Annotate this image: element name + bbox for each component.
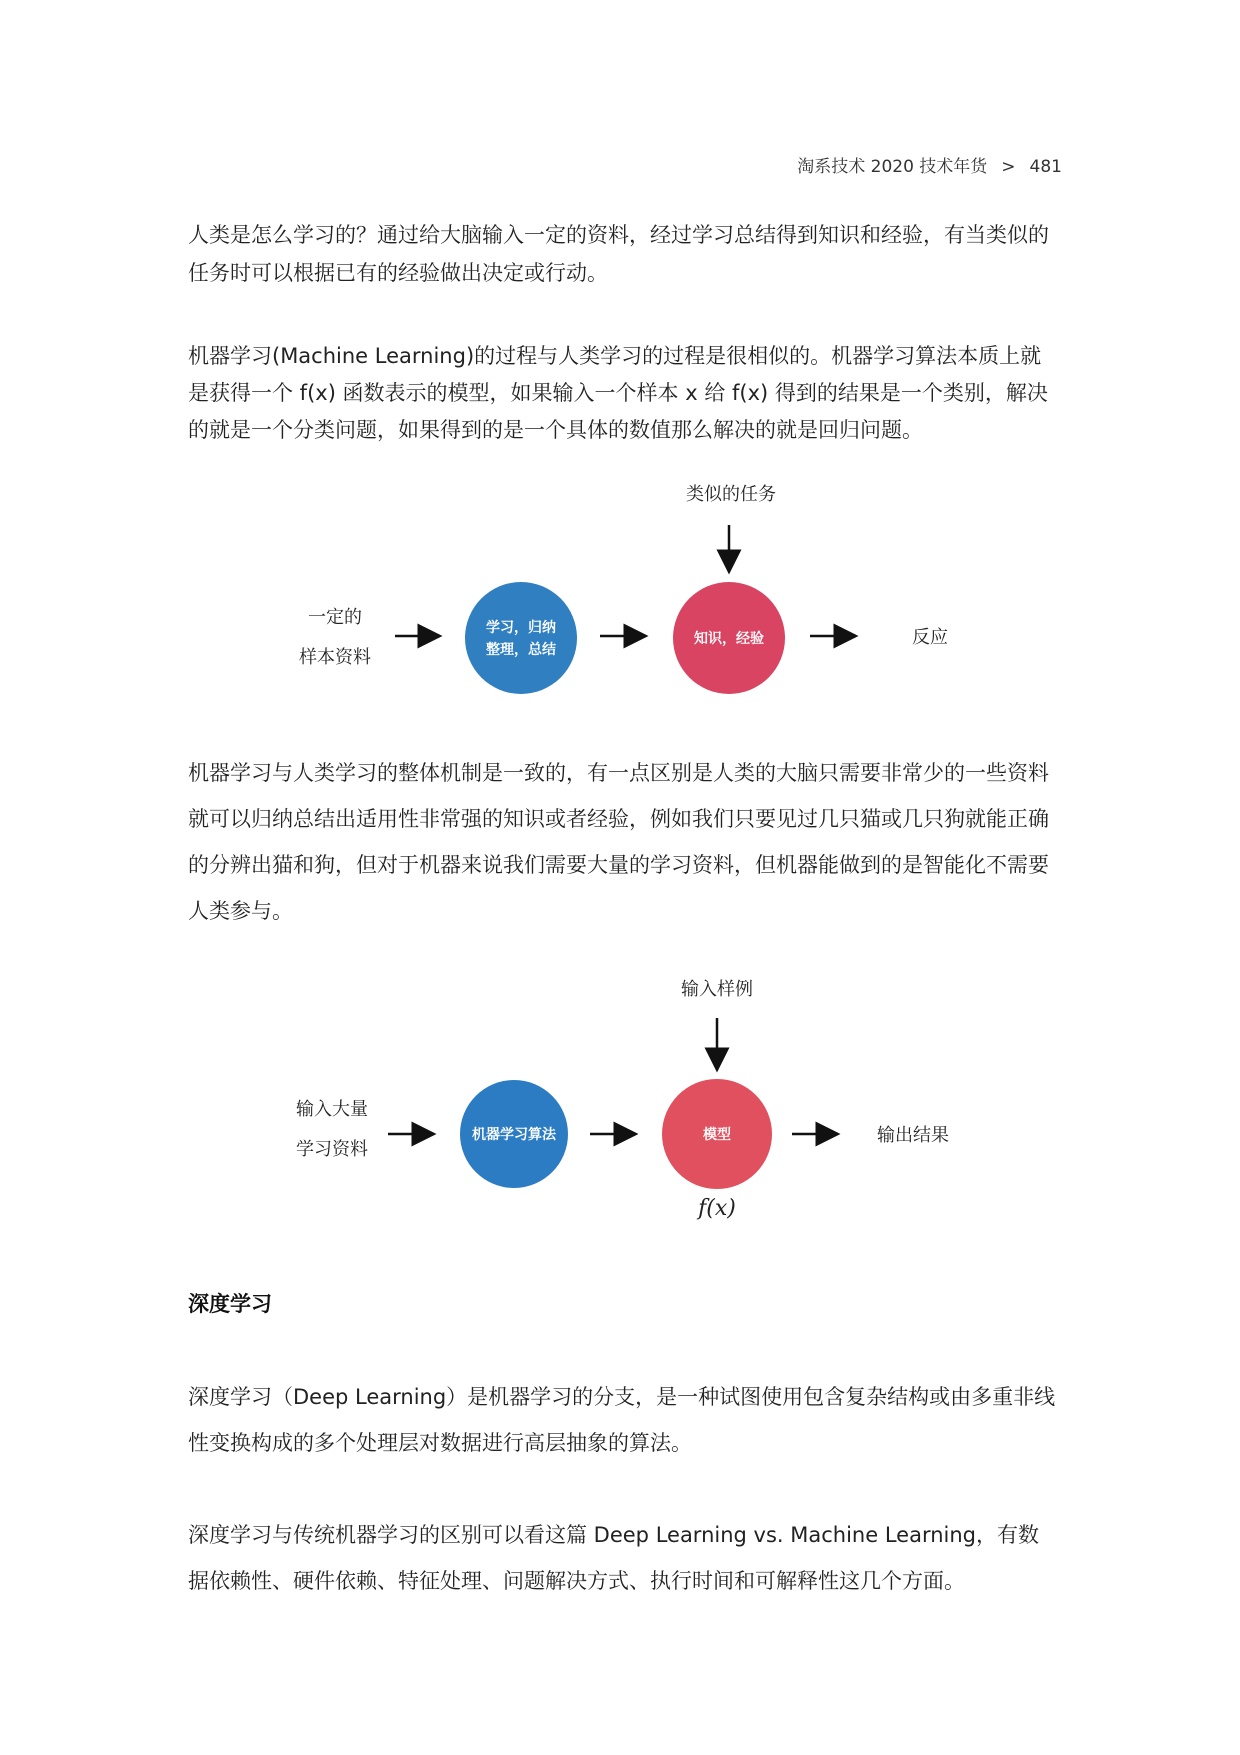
diagram2-output-label: 输出结果 — [877, 1125, 949, 1146]
diagram1-learning-label-line2: 整理，总结 — [486, 642, 556, 658]
page-number: 481 — [1029, 157, 1062, 177]
diagram1-input-label-line2: 样本资料 — [299, 647, 371, 668]
header-separator: > — [1001, 157, 1016, 177]
paragraph-machine-learning: 机器学习(Machine Learning)的过程与人类学习的过程是很相似的。机器学习算法本质上就是获得一个 f(x) 函数表示的模型，如果输入一个样本 x 给 f(x) 得到的结果是一个类别，解决的就是一个分类问题，如果得到的是一个具体的数值那么解决的就是回归问题。 — [188, 344, 1048, 442]
diagram2-algorithm-label: 机器学习算法 — [472, 1127, 556, 1143]
diagram2-input-label-line1: 输入大量 — [296, 1099, 368, 1120]
paragraph-deep-learning-definition: 深度学习（Deep Learning）是机器学习的分支，是一种试图使用包含复杂结构或由多重非线性变换构成的多个处理层对数据进行高层抽象的算法。 — [188, 1385, 1056, 1455]
page-header — [797, 152, 1062, 177]
diagram2-model-label: 模型 — [703, 1127, 731, 1143]
diagram1-output-label: 反应 — [912, 627, 948, 648]
diagram2-formula: f(x) — [698, 1196, 736, 1221]
machine-learning-diagram — [280, 970, 960, 1235]
paragraph-human-learning: 人类是怎么学习的？通过给大脑输入一定的资料，经过学习总结得到知识和经验，有当类似的任务时可以根据已有的经验做出决定或行动。 — [188, 223, 1049, 285]
diagram1-knowledge-label: 知识，经验 — [694, 631, 764, 647]
header-title: 淘系技术 2020 技术年货 — [797, 157, 988, 177]
diagram1-learning-label-line1: 学习，归纳 — [486, 620, 556, 636]
human-learning-diagram — [280, 480, 960, 700]
diagram1-task-label: 类似的任务 — [686, 484, 776, 505]
section-heading-deep-learning: 深度学习 — [188, 1292, 272, 1316]
paragraph-comparison: 机器学习与人类学习的整体机制是一致的，有一点区别是人类的大脑只需要非常少的一些资料就可以归纳总结出适用性非常强的知识或者经验，例如我们只要见过几只猫或几只狗就能正确的分辨出猫和狗，但对于机器来说我们需要大量的学习资料，但机器能做到的是智能化不需要人类参与。 — [188, 761, 1049, 923]
diagram2-input-label-line2: 学习资料 — [296, 1139, 368, 1160]
diagram2-sample-label: 输入样例 — [681, 979, 753, 1000]
paragraph-deep-vs-machine: 深度学习与传统机器学习的区别可以看这篇 Deep Learning vs. Machine Learning，有数据依赖性、硬件依赖、特征处理、问题解决方式、执行时间和可解释性这几个方面。 — [188, 1523, 1040, 1593]
diagram1-input-label-line1: 一定的 — [308, 607, 362, 628]
diagram1-learning-circle — [465, 582, 577, 694]
